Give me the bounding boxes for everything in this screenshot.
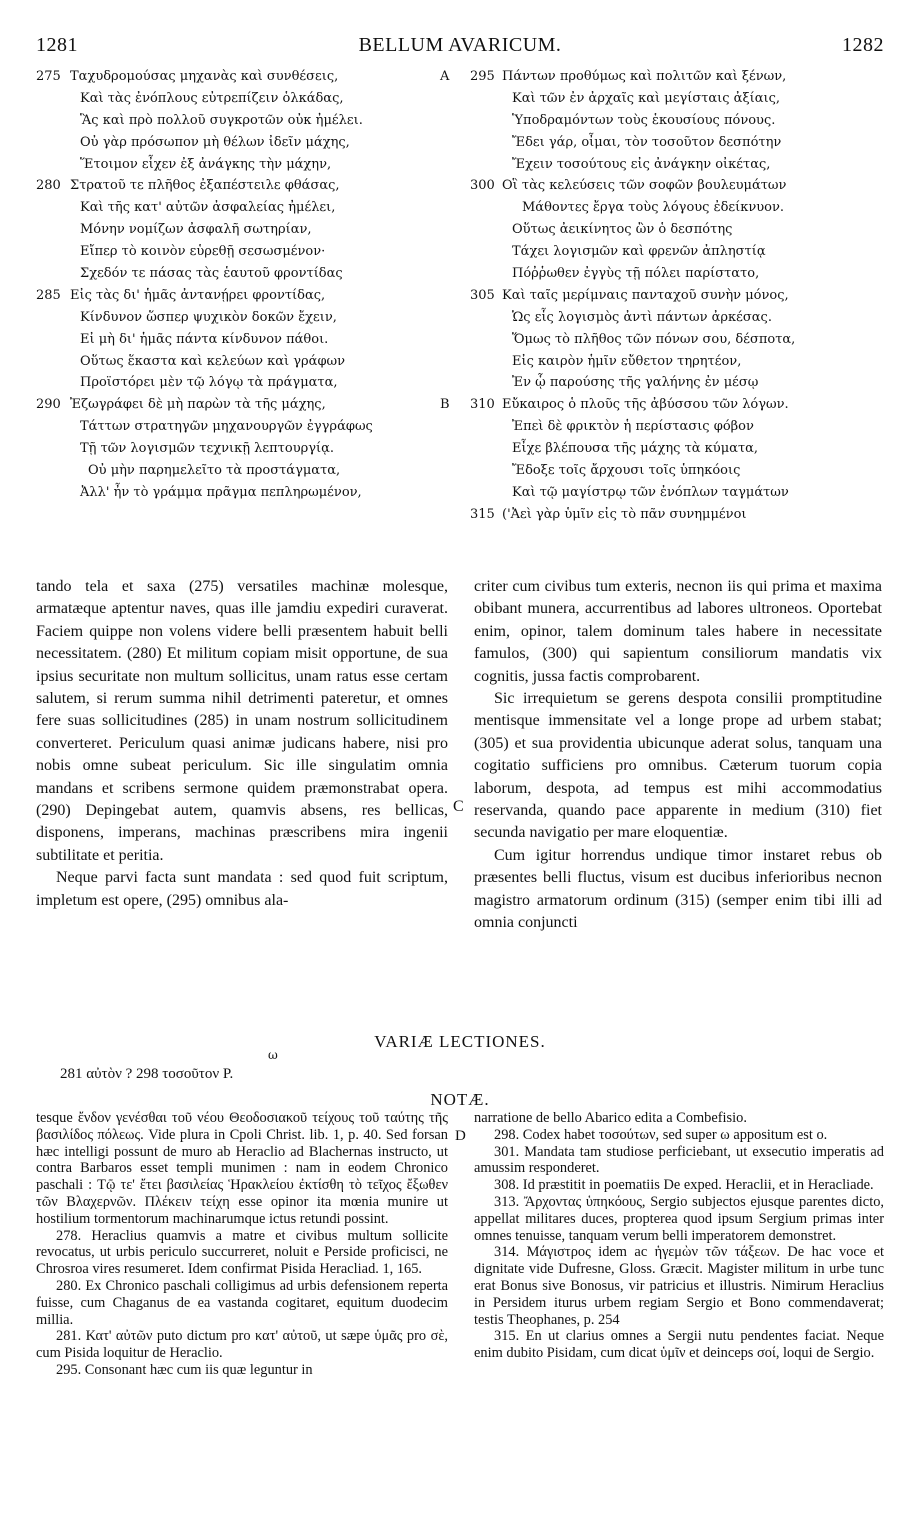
verse-text: Καὶ τῷ μαγίστρῳ τῶν ἐνόπλων ταγμάτων xyxy=(512,484,789,500)
notes-right xyxy=(474,1110,884,1362)
margin-marker-c: C xyxy=(453,798,464,815)
verse-text: Τάττων στρατηγῶν μηχανουργῶν ἐγγράφως xyxy=(80,419,373,435)
verse-line xyxy=(36,154,466,176)
variant-superscript: ω xyxy=(268,1048,278,1062)
verse-text: Οὐ γὰρ πρόσωπον μὴ θέλων ἰδεῖν μάχης, xyxy=(80,134,350,150)
verse-text: Εἰς τὰς δι' ἡμᾶς ἀντανῄρει φροντίδας, xyxy=(70,287,326,303)
latin-paragraph: tando tela et saxa (275) versatiles machinæ molesque, armatæque aptentur naves, quas ille jamdiu expediri curaverat. Faciem quippe non volens videre belli præsentem habuit belli necessitatem. (280) Et militum copiam misit opportune, de sua ipsius securitate non multum sollicitus, unam ratus esse certam salutem, si rerum summa nihil detrimenti pateretur, et omnes fere suas sollicitudines (285) in unam nostrum sollicitudinem converteret. Periculum quasi animæ judicans habere, nisi pro nobis omne subeat periculum. Sic ille singulatim omnia mandans et scribens sermone quidem præmonstrabat opera. (290) Depingebat autem, quamvis absens, res bellicas, disponens, imperans, machinas præscribens mira ingenii subtilitate et peritia. xyxy=(36,578,448,864)
verse-line xyxy=(36,285,466,307)
verse-text: Εἰ μὴ δι' ἡμᾶς πάντα κίνδυνον πάθοι. xyxy=(80,331,329,347)
verse-line xyxy=(36,241,466,263)
verse-text: Εἶχε βλέπουσα τῆς μάχης τὰ κύματα, xyxy=(512,441,759,457)
note-paragraph: 308. Id præstitit in poematiis De exped. Heraclii, et in Heracliade. xyxy=(494,1177,874,1194)
verse-text: Κίνδυνον ὥσπερ ψυχικὸν δοκῶν ἔχειν, xyxy=(80,309,337,325)
verse-line xyxy=(36,438,466,460)
verse-text: Προϊστόρει μὲν τῷ λόγῳ τὰ πράγματα, xyxy=(80,375,338,391)
verse-text: Ἃς καὶ πρὸ πολλοῦ συγκροτῶν οὐκ ἠμέλει. xyxy=(80,112,363,128)
verse-line xyxy=(440,307,890,329)
verse-line xyxy=(36,175,466,197)
verse-text: Εὔκαιρος ὁ πλοῦς τῆς ἀβύσσου τῶν λόγων. xyxy=(502,397,789,413)
verse-line xyxy=(440,175,890,197)
note-paragraph: 301. Mandata tam studiose perficiebant, ut exsecutio imperatis ad amussim responderet. xyxy=(474,1143,884,1177)
verse-number: 275 xyxy=(36,69,61,84)
verse-line xyxy=(36,88,466,110)
note-paragraph: 314. Μάγιστρος idem ac ἡγεμὼν τῶν τάξεων. De hac voce et dignitate vide Dufresne, Gloss. Græcit. Magister militum in urbe tunc erat Bonus sive Bonosus, vir patricius et illustris. Nimirum Heraclius in Persidem iturus urbem regiam Sergio et Bono commendaverat; testis Theophanes, p. 254 xyxy=(474,1244,884,1328)
verse-text: Καὶ τὰς ἐνόπλους εὐτρεπίζειν ὁλκάδας, xyxy=(80,90,344,106)
verse-text: Πόῤῥωθεν ἐγγὺς τῇ πόλει παρίστατο, xyxy=(512,266,760,282)
verse-number: 300 xyxy=(470,178,495,194)
verse-line xyxy=(36,219,466,241)
verse-line xyxy=(36,394,466,416)
margin-marker: B xyxy=(440,397,450,413)
verse-line xyxy=(36,482,466,504)
verse-line xyxy=(36,372,466,394)
note-paragraph: 313. Ἄρχοντας ὑπηκόους, Sergio subjectos ejusque parentes dicto, appellat militares duces, propterea quod ipsum Sergium primas inter omnes tenuisse, tanquam verum belli imperatorem demonstret. xyxy=(474,1193,884,1244)
margin-marker-d: D xyxy=(455,1128,466,1144)
note-paragraph: 295. Consonant hæc cum iis quæ leguntur in xyxy=(56,1361,313,1378)
verse-line xyxy=(440,482,890,504)
verse-number: 305 xyxy=(470,287,495,303)
margin-marker: A xyxy=(440,69,450,84)
verse-line xyxy=(440,285,890,307)
verse-line xyxy=(440,416,890,438)
verse-line xyxy=(440,394,890,416)
verse-text: Οὕτως ἀεικίνητος ὢν ὁ δεσπότης xyxy=(512,222,733,238)
verse-line xyxy=(440,504,890,526)
verse-line xyxy=(36,351,466,373)
notes-left xyxy=(36,1110,448,1379)
verse-line xyxy=(36,416,466,438)
verse-number: 295 xyxy=(470,69,495,84)
note-paragraph: 281. Κατ' αὐτῶν puto dictum pro κατ' αὐτοῦ, ut sæpe ὑμᾶς pro σὲ, cum Pisida loquitur de Heraclio. xyxy=(36,1328,448,1362)
verse-text: Καὶ τῶν ἐν ἀρχαῖς καὶ μεγίσταις ἀξίαις, xyxy=(512,90,781,106)
verse-text: Καὶ ταῖς μερίμναις πανταχοῦ συνὴν μόνος, xyxy=(502,287,789,303)
notae-heading: NOTÆ. xyxy=(430,1090,490,1109)
verse-text: Ὡς εἷς λογισμὸς ἀντὶ πάντων ἀρκέσας. xyxy=(512,309,772,325)
verse-text: Οὕτως ἕκαστα καὶ κελεύων καὶ γράφων xyxy=(80,353,346,369)
verse-text: Καὶ τῆς κατ' αὐτῶν ἀσφαλείας ἠμέλει, xyxy=(80,200,336,216)
latin-paragraph: Cum igitur horrendus undique timor instaret rebus ob præsentes belli fluctus, visum est ducibus inferioribus necnon magistro armatorum ordinum (315) (semper enim tibi illi ad omnia conjuncti xyxy=(474,846,882,932)
verse-text: Ἐζωγράφει δὲ μὴ παρὼν τὰ τῆς μάχης, xyxy=(70,397,326,413)
note-paragraph: narratione de bello Abarico edita a Combefisio. xyxy=(474,1110,747,1126)
verse-number: 285 xyxy=(36,287,61,303)
verse-line xyxy=(36,132,466,154)
verse-line xyxy=(440,132,890,154)
verse-line xyxy=(36,460,466,482)
verse-text: Σχεδόν τε πάσας τὰς ἑαυτοῦ φροντίδας xyxy=(80,266,343,282)
verse-text: Μόνην νομίζων ἀσφαλῆ σωτηρίαν, xyxy=(80,222,312,238)
verse-text: Ἕτοιμον εἶχεν ἐξ ἀνάγκης τὴν μάχην, xyxy=(80,156,332,172)
verse-text: Ἔχειν τοσούτους εἰς ἀνάγκην οἰκέτας, xyxy=(512,156,771,172)
variae-lectiones-heading: VARIÆ LECTIONES. xyxy=(374,1032,546,1051)
latin-paragraph: criter cum civibus tum exteris, necnon iis qui prima et maxima obibant munera, accurrentibus ad labores ultroneos. Oportebat enim, opinor, talem dominum tales habere in necessitate famulos, (300) qui sapientum consiliorum mandatis vix cognitis, jussa factis comprobarent. xyxy=(474,578,882,685)
verse-line xyxy=(36,110,466,132)
verse-text: Ἔδοξε τοῖς ἄρχουσι τοῖς ὑπηκόοις xyxy=(512,463,741,479)
note-paragraph: 315. En ut clarius omnes a Sergii nutu pendentes faciat. Neque enim dubito Pisidam, cum dicat ὑμῖν et deinceps σοί, loqui de Sergio. xyxy=(474,1328,884,1362)
verse-line xyxy=(36,263,466,285)
note-paragraph: 298. Codex habet τοσούτων, sed super ω appositum est ο. xyxy=(494,1126,828,1143)
verse-line xyxy=(440,372,890,394)
verse-line xyxy=(440,329,890,351)
verse-line xyxy=(440,351,890,373)
note-paragraph: 280. Ex Chronico paschali colligimus ad urbis defensionem reperta fuisse, cum Chaganus de ea vastanda cogitaret, equitum duodecim millia. xyxy=(36,1277,448,1328)
verse-text: Μάθοντες ἔργα τοὺς λόγους ἐδείκνυον. xyxy=(522,200,785,216)
verse-line xyxy=(440,66,890,88)
verse-line xyxy=(440,197,890,219)
verse-text: Τάχει λογισμῶν καὶ φρενῶν ἀπληστίᾳ xyxy=(512,244,766,260)
verse-text: Ὅμως τὸ πλῆθος τῶν πόνων σου, δέσποτα, xyxy=(512,331,796,347)
note-paragraph: tesque ἔνδον γενέσθαι τοῦ νέου Θεοδοσιακοῦ τείχους τοῦ ταύτης τῆς βασιλίδος πόλεως. Vide plura in Cpoli Christ. lib. 1, p. 40. Sed forsan hæc intelligi possunt de muro ab Heraclio ad Blachernas instructo, ut contra Barbaros esset templi munimen : nam in eodem Chronico paschali : Τῷ τε' ἔτει βασιλείας Ἡρακλείου ἐκτίσθη τὸ τεῖχος ἔξωθεν τῶν Βλαχερνῶν. Πλέκειν τείχη esse opinor ita mœnia munire ut hostilium tormentorum machinarumque ictus retundi possint. xyxy=(36,1110,448,1227)
note-paragraph: 278. Heraclius quamvis a matre et civibus multum sollicite revocatus, ut urbis periculo succurreret, noluit e Perside proficisci, ne Chrosroa vires resumeret. Idem confirmat Pisida Heracliad. 1, 165. xyxy=(36,1227,448,1278)
greek-verse-left xyxy=(36,66,466,504)
verse-line xyxy=(440,438,890,460)
latin-paragraph: Sic irrequietum se gerens despota consilii promptitudine mentisque immensitate vel a longe prope ad urbem stabat; (305) et sua providentia ubicunque aderat solus, tanquam una cogitatio sufficiens pro omnibus. Cæterum tuorum copia laborum, despota, ad tempus est mihi accommodatius reservanda, quando pace apparente in medium (310) fiet secunda navigatio per mare eloquentiæ. xyxy=(474,690,882,842)
verse-text: Τῇ τῶν λογισμῶν τεχνικῇ λεπτουργίᾳ. xyxy=(80,441,335,457)
verse-line xyxy=(440,241,890,263)
verse-line xyxy=(440,110,890,132)
greek-verse-right xyxy=(440,66,890,526)
latin-paragraph: Neque parvi facta sunt mandata : sed quod fuit scriptum, impletum est opere, (295) omnibus ala- xyxy=(36,869,448,909)
verse-text: Οἳ τὰς κελεύσεις τῶν σοφῶν βουλευμάτων xyxy=(502,178,787,194)
verse-text: Εἴπερ τὸ κοινὸν εὑρεθῇ σεσωσμένον· xyxy=(80,244,326,260)
latin-translation-right xyxy=(474,576,882,1016)
verse-text: Πάντων προθύμως καὶ πολιτῶν καὶ ξένων, xyxy=(502,69,787,84)
column-number-left: 1281 xyxy=(36,34,78,56)
column-number-right: 1282 xyxy=(842,34,884,56)
verse-line xyxy=(36,307,466,329)
page-header xyxy=(36,34,884,58)
verse-line xyxy=(440,219,890,241)
running-title: BELLUM AVARICUM. xyxy=(358,34,562,56)
variant-readings: 281 αὐτὸν ? 298 τοσοῦτον P. xyxy=(60,1066,234,1082)
verse-number: 310 xyxy=(470,397,495,413)
verse-number: 290 xyxy=(36,397,61,413)
verse-text: Οὐ μὴν παρημελεῖτο τὰ προστάγματα, xyxy=(88,463,341,479)
verse-line xyxy=(440,460,890,482)
verse-text: Ὑποδραμόντων τοὺς ἑκουσίους πόνους. xyxy=(512,112,776,128)
verse-line xyxy=(36,66,466,88)
verse-line xyxy=(440,263,890,285)
verse-line xyxy=(36,329,466,351)
verse-text: Ἐν ᾧ παρούσης τῆς γαλήνης ἐν μέσῳ xyxy=(512,375,759,391)
verse-text: ('Ἀεὶ γὰρ ὑμῖν εἰς τὸ πᾶν συνημμένοι xyxy=(502,506,747,522)
latin-translation-left xyxy=(36,576,448,1016)
verse-text: Ἀλλ' ἦν τὸ γράμμα πρᾶγμα πεπληρωμένον, xyxy=(80,484,362,500)
verse-text: Εἰς καιρὸν ἡμῖν εὔθετον τηρητέον, xyxy=(512,353,742,369)
verse-line xyxy=(440,88,890,110)
verse-text: Ἐπεὶ δὲ φρικτὸν ἡ περίστασις φόβον xyxy=(512,419,754,435)
verse-number: 280 xyxy=(36,178,61,194)
verse-line xyxy=(36,197,466,219)
verse-text: Στρατοῦ τε πλῆθος ἐξαπέστειλε φθάσας, xyxy=(70,178,340,194)
verse-text: Ἔδει γάρ, οἶμαι, τὸν τοσοῦτον δεσπότην xyxy=(512,134,782,150)
verse-number: 315 xyxy=(470,506,495,522)
verse-text: Ταχυδρομούσας μηχανὰς καὶ συνθέσεις, xyxy=(70,69,339,84)
verse-line xyxy=(440,154,890,176)
